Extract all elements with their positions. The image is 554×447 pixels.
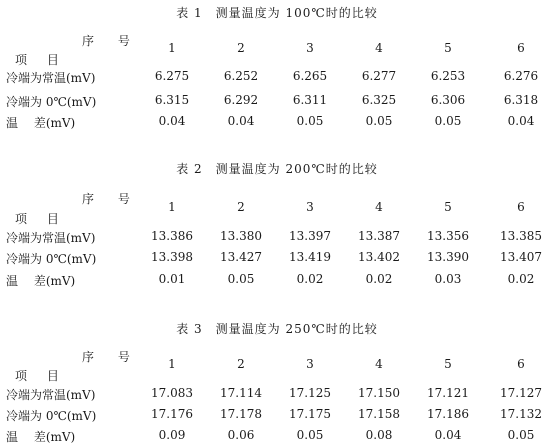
row-label: 温 差(mV) xyxy=(6,430,76,444)
column-header: 4 xyxy=(375,41,383,55)
row-label: 冷端为 0℃(mV) xyxy=(6,252,97,266)
column-header: 2 xyxy=(237,357,245,371)
table-cell: 6.318 xyxy=(503,93,539,107)
column-header: 4 xyxy=(375,200,383,214)
table-cell: 0.05 xyxy=(434,114,462,128)
row-label: 冷端为常温(mV) xyxy=(6,388,96,402)
column-header: 1 xyxy=(168,200,176,214)
column-header: 6 xyxy=(517,41,525,55)
column-header: 1 xyxy=(168,357,176,371)
column-header: 5 xyxy=(444,200,452,214)
table-cell: 0.02 xyxy=(507,272,535,286)
column-header: 2 xyxy=(237,200,245,214)
table-cell: 17.114 xyxy=(220,386,262,400)
table-cell: 17.127 xyxy=(500,386,542,400)
row-label: 温 差(mV) xyxy=(6,116,76,130)
table-cell: 13.427 xyxy=(220,250,262,264)
table-cell: 13.419 xyxy=(289,250,331,264)
table-cell: 13.386 xyxy=(151,229,193,243)
table-cell: 13.385 xyxy=(500,229,542,243)
table-cell: 0.05 xyxy=(296,428,324,442)
sequence-number-header: 序 号 xyxy=(82,192,140,206)
table-cell: 6.306 xyxy=(430,93,466,107)
table-cell: 17.178 xyxy=(220,407,262,421)
table-cell: 17.175 xyxy=(289,407,331,421)
table-cell: 0.04 xyxy=(158,114,186,128)
table-cell: 17.125 xyxy=(289,386,331,400)
column-header: 1 xyxy=(168,41,176,55)
table-cell: 0.02 xyxy=(365,272,393,286)
table-cell: 0.05 xyxy=(365,114,393,128)
table-cell: 17.186 xyxy=(427,407,469,421)
column-header: 5 xyxy=(444,41,452,55)
row-label: 冷端为常温(mV) xyxy=(6,231,96,245)
column-header: 3 xyxy=(306,200,314,214)
table-cell: 13.402 xyxy=(358,250,400,264)
table-cell: 13.407 xyxy=(500,250,542,264)
table-cell: 0.05 xyxy=(507,428,535,442)
column-header: 2 xyxy=(237,41,245,55)
table-cell: 0.04 xyxy=(434,428,462,442)
table-cell: 6.315 xyxy=(154,93,190,107)
table-cell: 13.398 xyxy=(151,250,193,264)
sequence-number-header: 序 号 xyxy=(82,350,140,364)
table-cell: 0.08 xyxy=(365,428,393,442)
table-cell: 0.06 xyxy=(227,428,255,442)
row-label: 冷端为常温(mV) xyxy=(6,71,96,85)
table-caption: 表 2 测量温度为 200℃时的比较 xyxy=(176,162,378,176)
table-cell: 0.02 xyxy=(296,272,324,286)
column-header: 6 xyxy=(517,357,525,371)
table-caption: 表 1 测量温度为 100℃时的比较 xyxy=(176,6,378,20)
table-cell: 17.176 xyxy=(151,407,193,421)
table-cell: 17.158 xyxy=(358,407,400,421)
table-cell: 6.265 xyxy=(292,69,328,83)
column-header: 5 xyxy=(444,357,452,371)
column-header: 3 xyxy=(306,357,314,371)
table-caption: 表 3 测量温度为 250℃时的比较 xyxy=(176,322,378,336)
table-cell: 17.083 xyxy=(151,386,193,400)
table-cell: 13.397 xyxy=(289,229,331,243)
table-cell: 0.05 xyxy=(296,114,324,128)
table-cell: 13.380 xyxy=(220,229,262,243)
item-header: 项 目 xyxy=(15,369,67,383)
row-label: 冷端为 0℃(mV) xyxy=(6,95,97,109)
table-cell: 0.03 xyxy=(434,272,462,286)
table-cell: 13.356 xyxy=(427,229,469,243)
table-cell: 6.275 xyxy=(154,69,190,83)
table-cell: 6.276 xyxy=(503,69,539,83)
table-cell: 17.132 xyxy=(500,407,542,421)
table-cell: 6.253 xyxy=(430,69,466,83)
table-cell: 0.01 xyxy=(158,272,186,286)
sequence-number-header: 序 号 xyxy=(82,34,140,48)
column-header: 4 xyxy=(375,357,383,371)
table-cell: 0.04 xyxy=(507,114,535,128)
table-cell: 6.277 xyxy=(361,69,397,83)
table-cell: 17.121 xyxy=(427,386,469,400)
item-header: 项 目 xyxy=(15,53,67,67)
table-cell: 13.387 xyxy=(358,229,400,243)
table-cell: 0.09 xyxy=(158,428,186,442)
table-cell: 6.311 xyxy=(292,93,328,107)
table-cell: 17.150 xyxy=(358,386,400,400)
table-cell: 6.292 xyxy=(223,93,259,107)
table-cell: 0.05 xyxy=(227,272,255,286)
row-label: 温 差(mV) xyxy=(6,274,76,288)
table-cell: 6.325 xyxy=(361,93,397,107)
column-header: 3 xyxy=(306,41,314,55)
table-cell: 13.390 xyxy=(427,250,469,264)
row-label: 冷端为 0℃(mV) xyxy=(6,409,97,423)
table-cell: 0.04 xyxy=(227,114,255,128)
table-cell: 6.252 xyxy=(223,69,259,83)
column-header: 6 xyxy=(517,200,525,214)
item-header: 项 目 xyxy=(15,212,67,226)
